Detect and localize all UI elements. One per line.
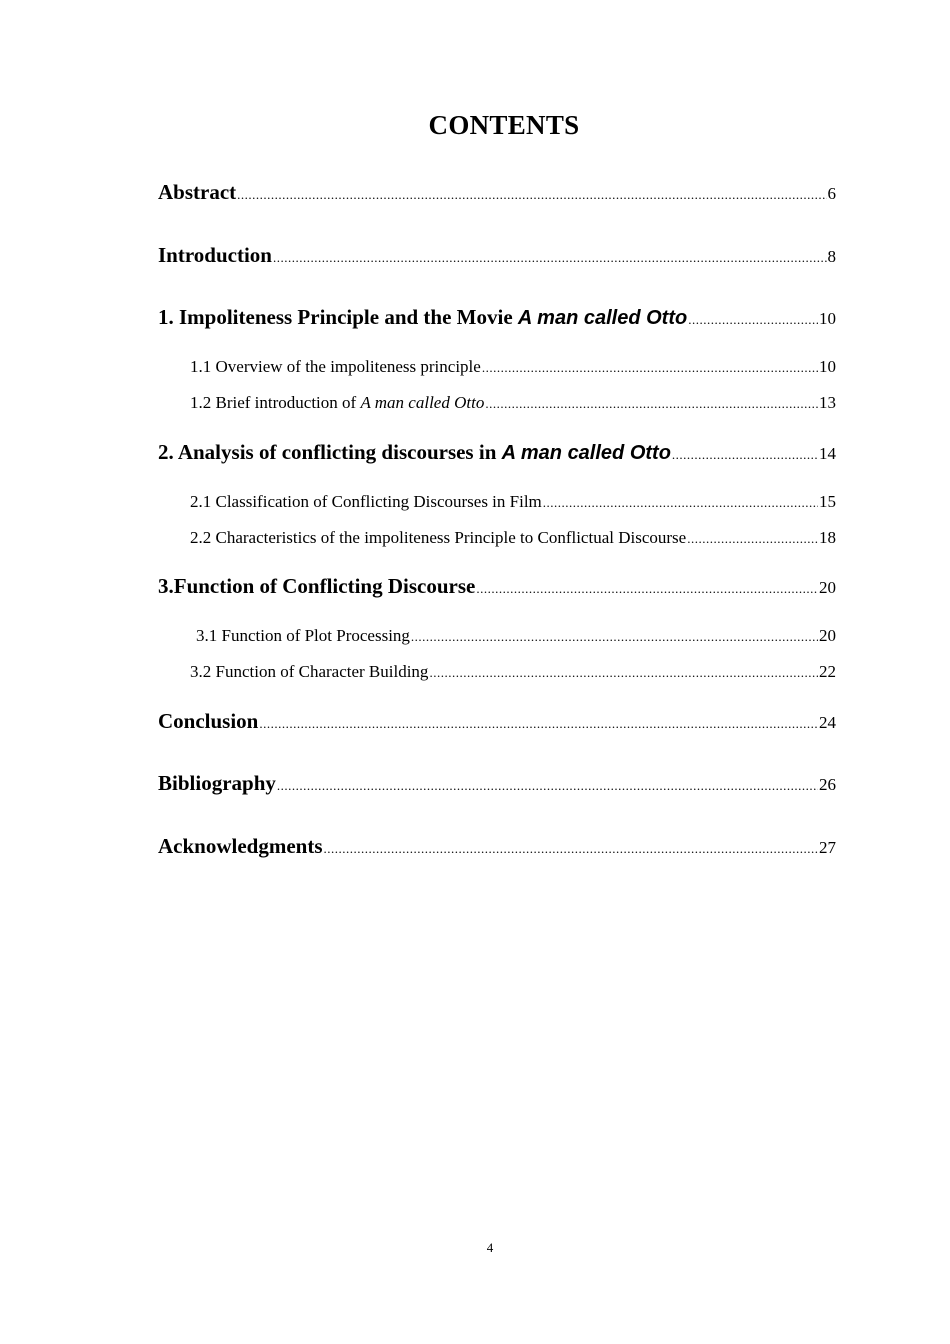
toc-entry-label: Abstract — [158, 180, 237, 204]
toc-page-number: 24 — [819, 713, 836, 732]
dot-leader — [688, 312, 818, 328]
dot-leader — [687, 531, 818, 547]
toc-entry-abstract[interactable] — [158, 180, 836, 205]
toc-entry-label: Introduction — [158, 243, 272, 267]
dot-leader — [672, 447, 818, 463]
dot-leader — [411, 629, 818, 645]
toc-entry-label: 2.1 Classification of Conflicting Discourses in Film — [190, 492, 542, 511]
toc-page-number: 8 — [827, 247, 836, 266]
toc-entry-label: 3.1 Function of Plot Processing — [196, 626, 410, 645]
toc-entry-label: Conclusion — [158, 709, 259, 733]
toc-entry-conclusion[interactable] — [158, 709, 836, 734]
toc-entry-section-1-2[interactable] — [190, 393, 836, 413]
toc-page-number: 10 — [819, 357, 836, 376]
dot-leader — [273, 250, 827, 266]
toc-page-number: 27 — [819, 838, 836, 857]
page-number-footer: 4 — [486, 1240, 494, 1255]
toc-page-number: 22 — [819, 662, 836, 681]
toc-entry-section-2-1[interactable] — [190, 492, 836, 512]
toc-page-number: 20 — [819, 578, 836, 597]
toc-page-number: 15 — [819, 492, 836, 511]
toc-entry-label: 1.1 Overview of the impoliteness principle — [190, 357, 481, 376]
dot-leader — [485, 396, 818, 412]
dot-leader — [429, 665, 818, 681]
toc-entry-chapter-1[interactable] — [158, 305, 836, 330]
toc-page-number: 10 — [819, 309, 836, 328]
toc-entry-label: 1. Impoliteness Principle and the Movie A man called Otto — [158, 305, 688, 329]
toc-entry-label: 2. Analysis of conflicting discourses in A man called Otto — [158, 440, 671, 464]
toc-page-number: 13 — [819, 393, 836, 412]
toc-entry-bibliography[interactable] — [158, 771, 836, 796]
toc-page-number: 6 — [827, 184, 836, 203]
toc-entry-introduction[interactable] — [158, 243, 836, 268]
dot-leader — [324, 841, 818, 857]
toc-page-number: 20 — [819, 626, 836, 645]
dot-leader — [476, 581, 818, 597]
dot-leader — [259, 716, 818, 732]
toc-entry-label: 3.Function of Conflicting Discourse — [158, 574, 476, 598]
toc-entry-chapter-3[interactable] — [158, 574, 836, 599]
toc-entry-label: 3.2 Function of Character Building — [190, 662, 429, 681]
toc-page-number: 26 — [819, 775, 836, 794]
toc-entry-label: Acknowledgments — [158, 834, 323, 858]
toc-entry-label: Bibliography — [158, 771, 276, 795]
toc-entry-acknowledgments[interactable] — [158, 834, 836, 859]
dot-leader — [277, 778, 818, 794]
dot-leader — [482, 360, 818, 376]
toc-entry-label: 2.2 Characteristics of the impoliteness Principle to Conflictual Discourse — [190, 528, 687, 547]
contents-title: CONTENTS — [428, 110, 580, 140]
toc-page-number: 18 — [819, 528, 836, 547]
toc-page-number: 14 — [819, 444, 836, 463]
dot-leader — [237, 187, 826, 203]
toc-entry-section-1-1[interactable] — [190, 357, 836, 377]
dot-leader — [543, 495, 818, 511]
toc-entry-section-3-2[interactable] — [190, 662, 836, 682]
toc-entry-chapter-2[interactable] — [158, 440, 836, 465]
toc-entry-section-2-2[interactable] — [190, 528, 836, 548]
toc-entry-section-3-1[interactable] — [196, 626, 836, 646]
toc-entry-label: 1.2 Brief introduction of A man called Otto — [190, 393, 485, 412]
